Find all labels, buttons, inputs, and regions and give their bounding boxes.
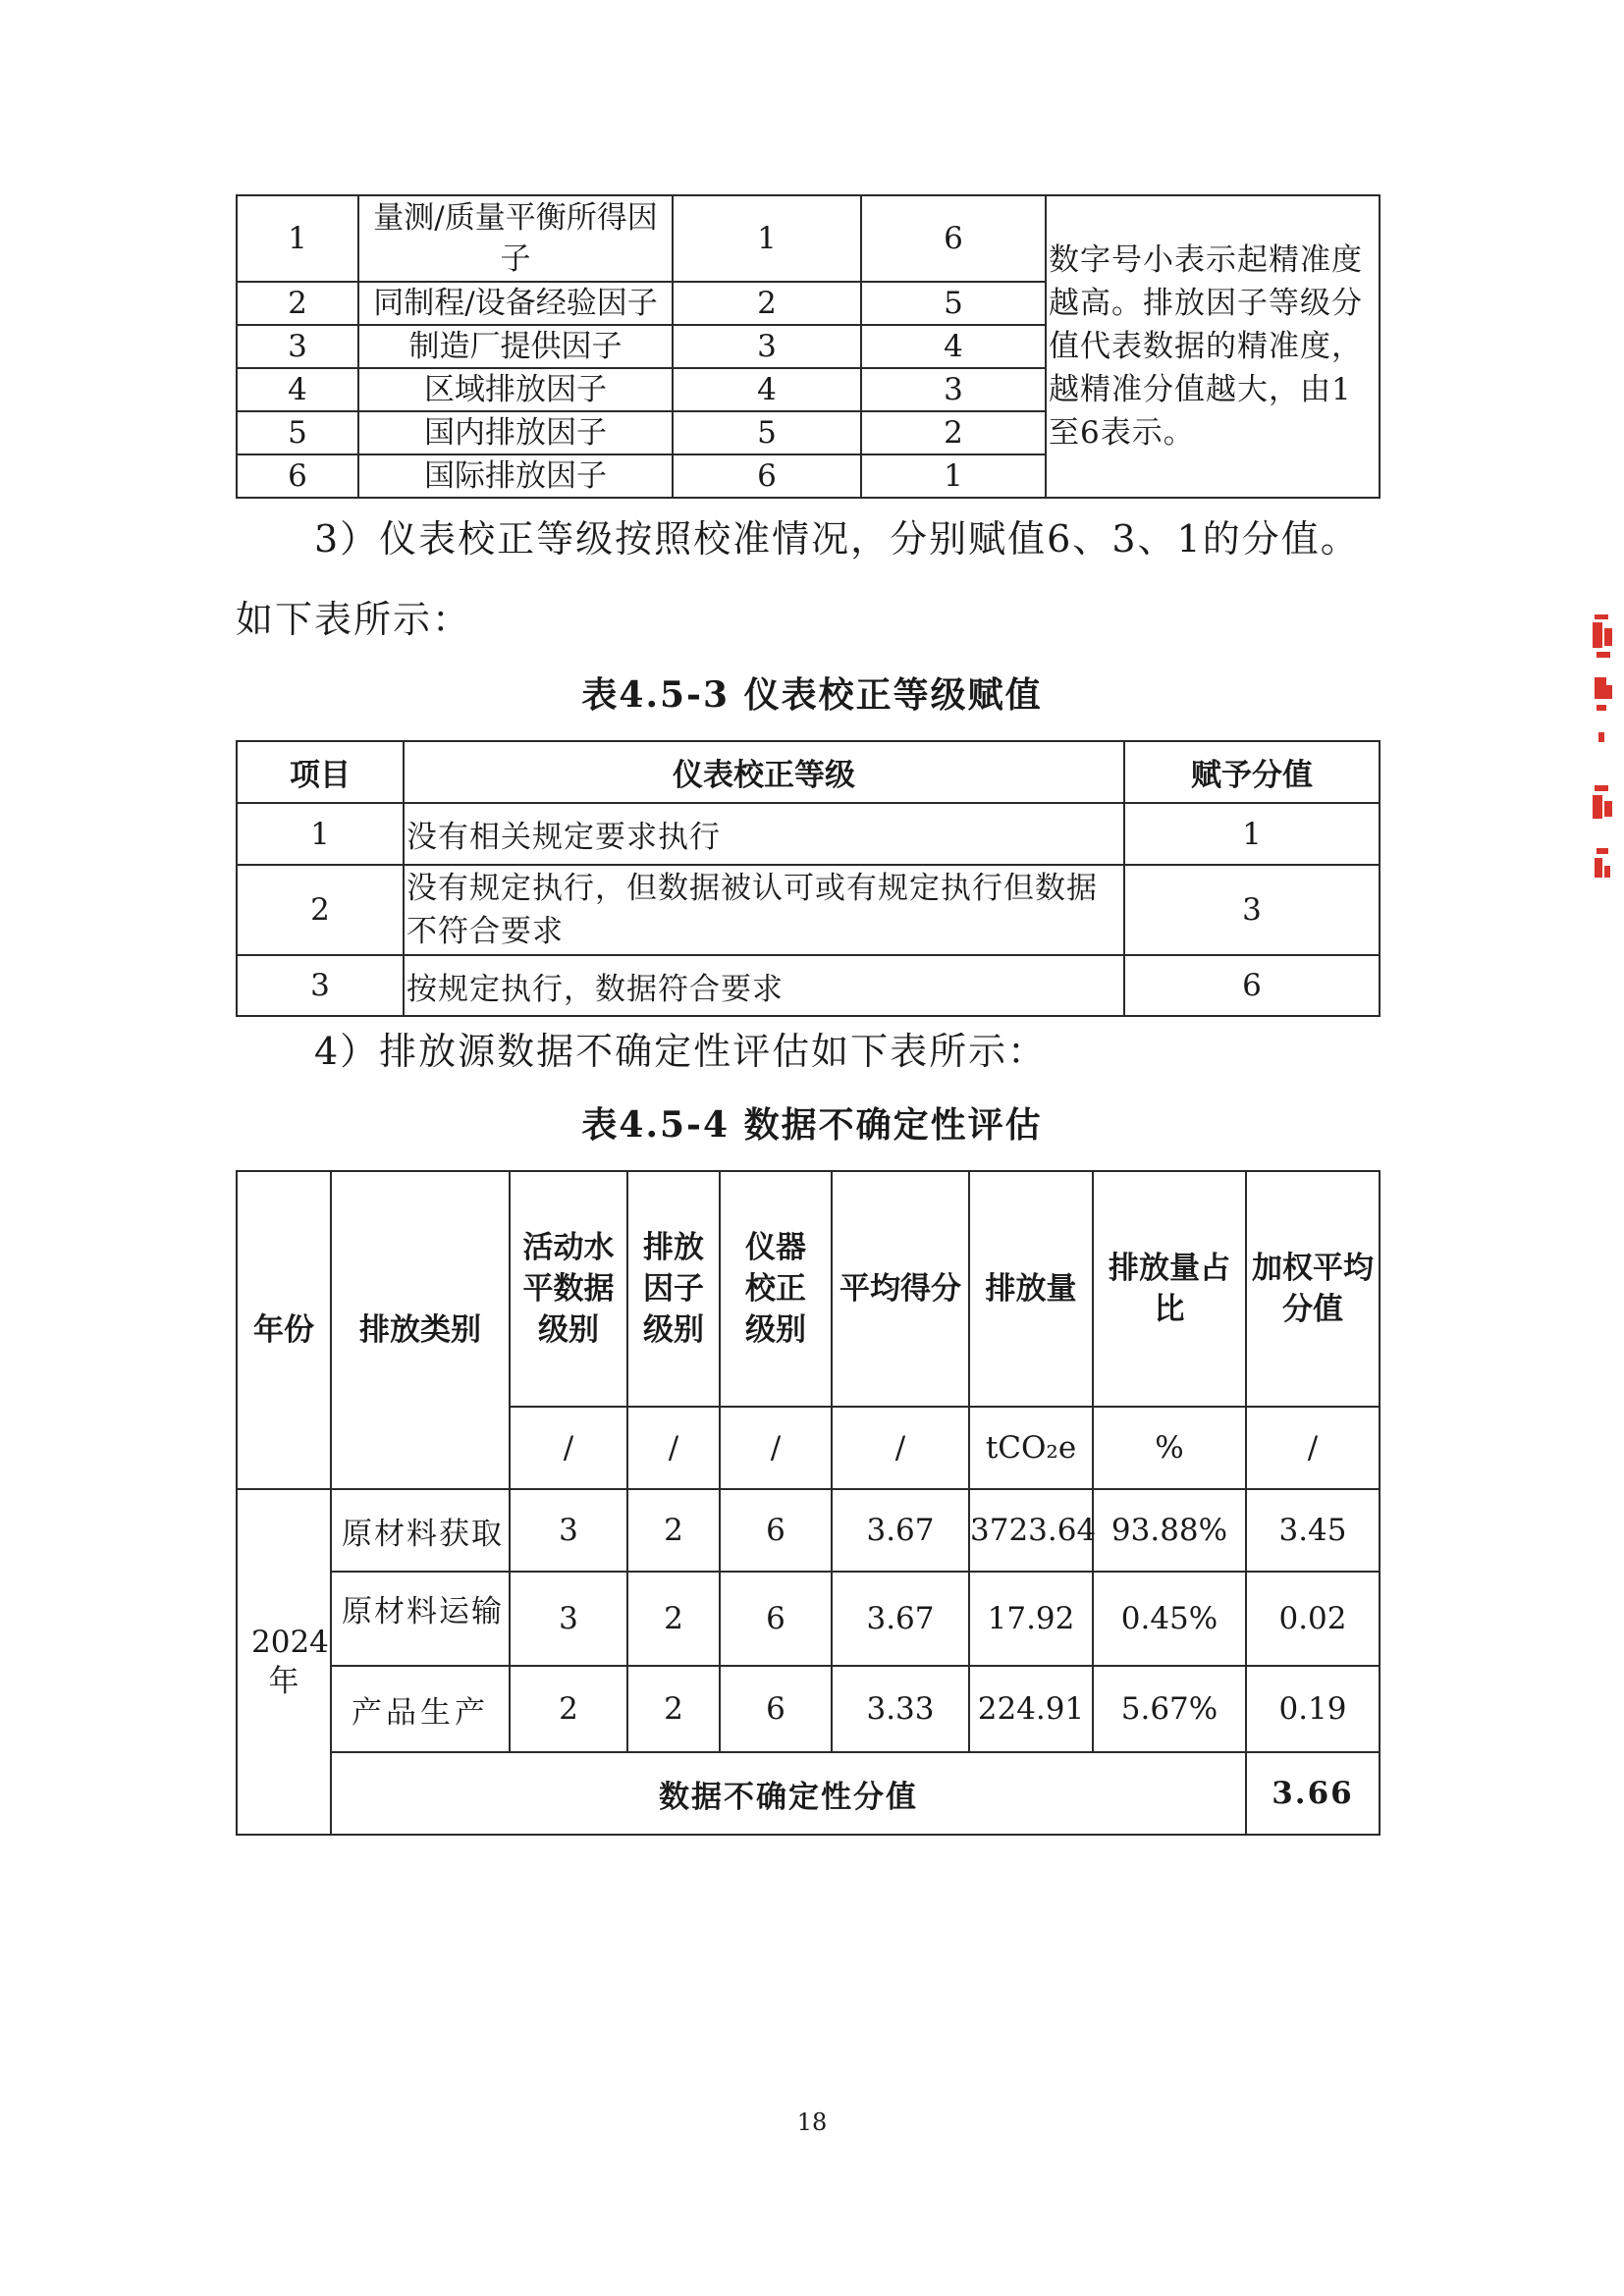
year-cell: 2024年: [237, 1489, 331, 1835]
table-row: [237, 955, 1380, 1016]
table-header-row: [237, 1171, 1380, 1407]
factor-rank: 3: [673, 325, 861, 368]
emission-ratio: 5.67%: [1093, 1666, 1246, 1752]
unit-ratio: %: [1093, 1407, 1246, 1489]
calibration-score: 1: [1124, 803, 1380, 865]
factor-level: 2: [627, 1666, 720, 1752]
table-caption-3: 表4.5-3 仪表校正等级赋值: [581, 674, 1043, 716]
total-label: 数据不确定性分值: [331, 1752, 1246, 1835]
emission-ratio: 0.45%: [1093, 1572, 1246, 1666]
emission-category: 产品生产: [331, 1666, 510, 1752]
header-factor: 排放因子级别: [627, 1171, 720, 1407]
factor-name: 国内排放因子: [358, 411, 673, 454]
row-number: 4: [237, 368, 358, 411]
header-avg: 平均得分: [832, 1171, 969, 1407]
header-level: 仪表校正等级: [404, 741, 1124, 803]
row-number: 1: [237, 803, 404, 865]
paragraph-3: 3）仪表校正等级按照校准情况，分别赋值6、3、1的分值。: [314, 517, 1360, 561]
activity-level: 2: [510, 1666, 627, 1752]
header-year: 年份: [237, 1171, 331, 1489]
row-number: 3: [237, 325, 358, 368]
calibration-level: 没有规定执行，但数据被认可或有规定执行但数据不符合要求: [404, 865, 1124, 955]
table-row: [237, 803, 1380, 865]
factor-rank: 1: [673, 195, 861, 282]
unit-factor: /: [627, 1407, 720, 1489]
factor-rank: 5: [673, 411, 861, 454]
unit-avg: /: [832, 1407, 969, 1489]
paragraph-4: 4）排放源数据不确定性评估如下表所示：: [314, 1030, 1048, 1073]
header-score: 赋予分值: [1124, 741, 1380, 803]
uncertainty-table: [236, 1170, 1380, 1836]
unit-emission: tCO₂e: [969, 1407, 1093, 1489]
factor-level: 2: [627, 1572, 720, 1666]
header-item: 项目: [237, 741, 404, 803]
row-number: 6: [237, 454, 358, 498]
page-number: 18: [796, 2109, 828, 2136]
factor-score: 4: [861, 325, 1046, 368]
factor-note: 数字号小表示起精准度越高。排放因子等级分值代表数据的精准度，越精准分值越大，由1至6表示。: [1046, 195, 1380, 498]
table-row: [237, 195, 1380, 282]
total-row: [237, 1752, 1380, 1835]
calibration-level: 6: [720, 1489, 832, 1572]
calibration-level: 按规定执行，数据符合要求: [404, 955, 1124, 1016]
calibration-level: 6: [720, 1572, 832, 1666]
row-number: 1: [237, 195, 358, 282]
paragraph-3-continued: 如下表所示：: [236, 598, 472, 641]
factor-name: 制造厂提供因子: [358, 325, 673, 368]
emission-category: 原材料运输: [331, 1572, 510, 1666]
calibration-table: [236, 740, 1380, 1017]
factor-name: 区域排放因子: [358, 368, 673, 411]
row-number: 2: [237, 865, 404, 955]
factor-rank: 4: [673, 368, 861, 411]
header-weighted: 加权平均分值: [1246, 1171, 1380, 1407]
weighted-score: 3.45: [1246, 1489, 1380, 1572]
header-activity: 活动水平数据级别: [510, 1171, 627, 1407]
calibration-level: 6: [720, 1666, 832, 1752]
calibration-score: 3: [1124, 865, 1380, 955]
emission-amount: 3723.64: [969, 1489, 1093, 1572]
table-caption-4: 表4.5-4 数据不确定性评估: [581, 1104, 1043, 1146]
row-number: 3: [237, 955, 404, 1016]
header-ratio: 排放量占比: [1093, 1171, 1246, 1407]
total-value: 3.66: [1246, 1752, 1380, 1835]
header-emission: 排放量: [969, 1171, 1093, 1407]
header-calibration: 仪器校正级别: [720, 1171, 832, 1407]
calibration-score: 6: [1124, 955, 1380, 1016]
unit-weighted: /: [1246, 1407, 1380, 1489]
average-score: 3.67: [832, 1572, 969, 1666]
average-score: 3.67: [832, 1489, 969, 1572]
emission-amount: 224.91: [969, 1666, 1093, 1752]
factor-score: 3: [861, 368, 1046, 411]
table-header-row: [237, 741, 1380, 803]
factor-score: 1: [861, 454, 1046, 498]
weighted-score: 0.19: [1246, 1666, 1380, 1752]
calibration-level: 没有相关规定要求执行: [404, 803, 1124, 865]
emission-category: 原材料获取: [331, 1489, 510, 1572]
average-score: 3.33: [832, 1666, 969, 1752]
row-number: 2: [237, 282, 358, 325]
factor-score: 2: [861, 411, 1046, 454]
factor-rank: 2: [673, 282, 861, 325]
unit-calibration: /: [720, 1407, 832, 1489]
table-row: [237, 1572, 1380, 1666]
factor-name: 同制程/设备经验因子: [358, 282, 673, 325]
table-row: [237, 1666, 1380, 1752]
table-row: [237, 865, 1380, 955]
factor-score: 6: [861, 195, 1046, 282]
factor-name: 量测/质量平衡所得因子: [358, 195, 673, 282]
unit-activity: /: [510, 1407, 627, 1489]
emission-factor-table: [236, 194, 1380, 499]
activity-level: 3: [510, 1489, 627, 1572]
factor-rank: 6: [673, 454, 861, 498]
factor-name: 国际排放因子: [358, 454, 673, 498]
factor-score: 5: [861, 282, 1046, 325]
activity-level: 3: [510, 1572, 627, 1666]
factor-level: 2: [627, 1489, 720, 1572]
header-category: 排放类别: [331, 1171, 510, 1489]
weighted-score: 0.02: [1246, 1572, 1380, 1666]
seal-stamp-icon: [1591, 609, 1624, 893]
emission-amount: 17.92: [969, 1572, 1093, 1666]
emission-ratio: 93.88%: [1093, 1489, 1246, 1572]
table-row: [237, 1489, 1380, 1572]
row-number: 5: [237, 411, 358, 454]
